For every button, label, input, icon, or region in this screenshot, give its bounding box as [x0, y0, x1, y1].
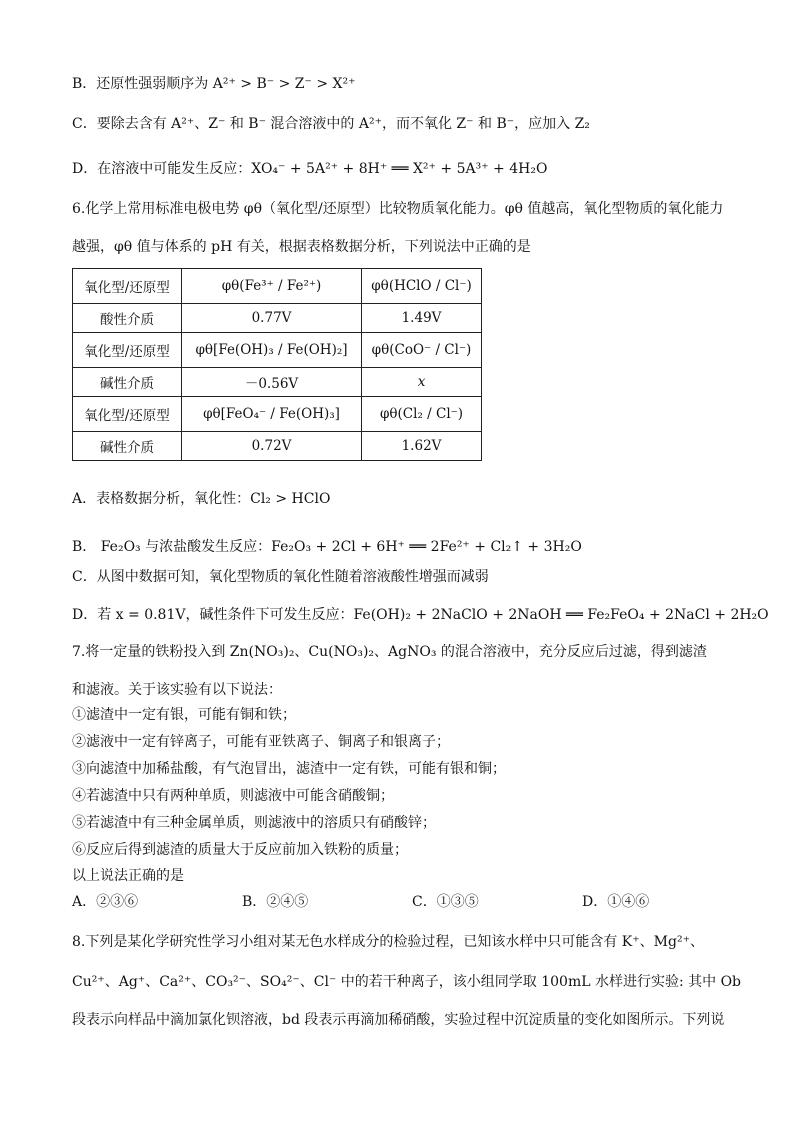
q7-statement-6: ⑥反应后得到滤渣的质量大于反应前加入铁粉的质量；	[72, 842, 408, 858]
table-row	[73, 269, 482, 304]
q7-option-b: B．②④⑤	[242, 894, 309, 910]
table-cell: 1.49V	[362, 304, 482, 333]
table-cell: φθ(CoO⁻ / Cl⁻)	[362, 333, 482, 368]
q8-stem-line3: 段表示向样品中滴加氯化钡溶液，bd 段表示再滴加稀硝酸，实验过程中沉淀质量的变化如图所示。下列说	[72, 1012, 725, 1028]
q7-statement-5: ⑤若滤渣中有三种金属单质，则滤液中的溶质只有硝酸锌；	[72, 815, 436, 831]
q7-prompt: 以上说法正确的是	[72, 868, 184, 884]
table-cell: 氧化型/还原型	[73, 269, 182, 304]
q5-option-d: D．在溶液中可能发生反应：XO₄⁻ + 5A²⁺ + 8H⁺ ══ X²⁺ + 5A³⁺ + 4H₂O	[72, 161, 548, 177]
q7-statement-4: ④若滤渣中只有两种单质，则滤液中可能含硝酸铜；	[72, 788, 394, 804]
table-cell: 氧化型/还原型	[73, 333, 182, 368]
q7-option-d: D．①④⑥	[582, 894, 650, 910]
q6-option-c: C．从图中数据可知，氧化型物质的氧化性随着溶液酸性增强而减弱	[72, 569, 489, 585]
q5-option-b: B．还原性强弱顺序为 A²⁺ > B⁻ > Z⁻ > X²⁺	[72, 76, 356, 92]
table-cell: 0.72V	[182, 432, 362, 461]
table-cell: φθ[Fe(OH)₃ / Fe(OH)₂]	[182, 333, 362, 368]
q7-option-c: C．①③⑤	[412, 894, 479, 910]
table-cell: 碱性介质	[73, 368, 182, 397]
table-row	[73, 397, 482, 432]
table-cell: 氧化型/还原型	[73, 397, 182, 432]
table-cell: φθ(HClO / Cl⁻)	[362, 269, 482, 304]
q8-stem-line1: 8.下列是某化学研究性学习小组对某无色水样成分的检验过程，已知该水样中只可能含有 K⁺、Mg²⁺、	[72, 934, 704, 950]
q7-stem-line1: 7.将一定量的铁粉投入到 Zn(NO₃)₂、Cu(NO₃)₂、AgNO₃ 的混合溶液中，充分反应后过滤，得到滤渣	[72, 644, 707, 660]
table-cell: 1.62V	[362, 432, 482, 461]
table-cell: φθ(Fe³⁺ / Fe²⁺)	[182, 269, 362, 304]
table-cell: －0.56V	[182, 368, 362, 397]
q6-option-a: A．表格数据分析，氧化性：Cl₂ > HClO	[72, 491, 331, 507]
q7-statement-2: ②滤液中一定有锌离子，可能有亚铁离子、铜离子和银离子；	[72, 734, 450, 750]
q7-statement-1: ①滤渣中一定有银，可能有铜和铁；	[72, 707, 296, 723]
table-cell: φθ(Cl₂ / Cl⁻)	[362, 397, 482, 432]
table-cell: φθ[FeO₄⁻ / Fe(OH)₃]	[182, 397, 362, 432]
q7-statement-3: ③向滤渣中加稀盐酸，有气泡冒出，滤渣中一定有铁，可能有银和铜；	[72, 761, 506, 777]
table-cell: 碱性介质	[73, 432, 182, 461]
table-cell: 0.77V	[182, 304, 362, 333]
q8-stem-line2: Cu²⁺、Ag⁺、Ca²⁺、CO₃²⁻、SO₄²⁻、Cl⁻ 中的若干种离子，该小组同学取 100mL 水样进行实验: 其中 Ob	[72, 974, 742, 990]
table-cell: 酸性介质	[73, 304, 182, 333]
q7-option-a: A．②③⑥	[72, 894, 139, 910]
q6-option-d: D．若 x = 0.81V，碱性条件下可发生反应：Fe(OH)₂ + 2NaClO + 2NaOH ══ Fe₂FeO₄ + 2NaCl + 2H₂O	[72, 607, 769, 623]
table-row	[73, 333, 482, 368]
q6-stem-line2: 越强，φθ 值与体系的 pH 有关，根据表格数据分析，下列说法中正确的是	[72, 239, 531, 255]
potential-table	[72, 268, 482, 461]
q6-option-b: B． Fe₂O₃ 与浓盐酸发生反应：Fe₂O₃ + 2Cl + 6H⁺ ══ 2Fe²⁺ + Cl₂↑ + 3H₂O	[72, 539, 582, 555]
table-cell: x	[362, 368, 482, 397]
table-row	[73, 368, 482, 397]
q7-stem-line2: 和滤液。关于该实验有以下说法：	[72, 682, 282, 698]
table-row	[73, 304, 482, 333]
q7-options	[72, 891, 752, 911]
table-row	[73, 432, 482, 461]
q6-stem-line1: 6.化学上常用标准电极电势 φθ（氧化型/还原型）比较物质氧化能力。φθ 值越高，氧化型物质的氧化能力	[72, 201, 724, 217]
q5-option-c: C．要除去含有 A²⁺、Z⁻ 和 B⁻ 混合溶液中的 A²⁺，而不氧化 Z⁻ 和 B⁻，应加入 Z₂	[72, 116, 590, 132]
